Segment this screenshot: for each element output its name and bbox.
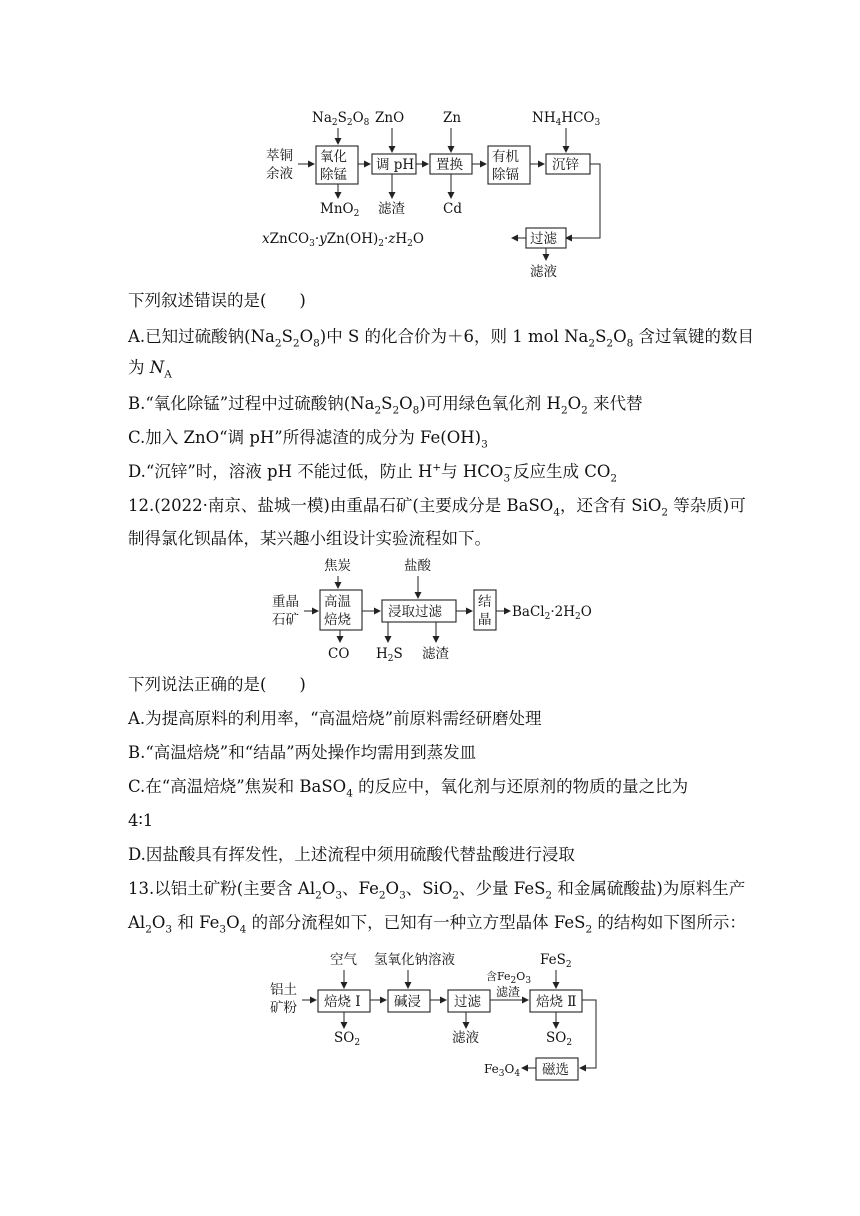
step-ph-box: 调 pH [376, 157, 415, 173]
reagent-zno: ZnO [375, 110, 405, 126]
step-zinc-box: 沉锌 [552, 157, 579, 173]
feed-label: 重晶 [272, 594, 299, 610]
reagent-zn: Zn [443, 110, 462, 126]
q11-option-b: B.“氧化除锰”过程中过硫酸钠$(Na_2S_2O_8)$可用绿色氧化剂 $H_2O_2$ 来代替 [128, 394, 643, 417]
step-magnetic-box: 磁选 [542, 1062, 569, 1078]
q12-line2: 制得氯化钡晶体，某兴趣小组设计实验流程如下。 [128, 529, 491, 548]
output-filtrate: 滤液 [530, 264, 557, 280]
q11-stem: 下列叙述错误的是( ) [128, 291, 306, 310]
step-filter-box: 过滤 [454, 994, 481, 1010]
reagent-coke: 焦炭 [324, 558, 351, 574]
step-roast1-box: 焙烧 Ⅰ [324, 994, 361, 1010]
step-cd-box: 有机 [492, 149, 519, 165]
step-crystal-box: 晶 [478, 612, 492, 628]
output-residue: 滤渣 [422, 646, 449, 662]
q12-option-c-cont: 4∶1 [128, 811, 154, 830]
output-so2: $SO_2$ [334, 1030, 361, 1048]
output-mno2: MnO$_2$ [320, 201, 360, 219]
step-roast2-box: 焙烧 Ⅱ [536, 994, 577, 1010]
step-roast-box: 焙烧 [324, 612, 351, 628]
q11-option-d: D.“沉锌”时，溶液 pH 不能过低，防止 H+与 $HCO_3^-$反应生成 $CO_2$ [128, 461, 618, 485]
product-zinc-carbonate: $xZnCO_3\cdot yZn(OH)_2\cdot zH_2O$ [262, 231, 424, 249]
q12-option-c: C.在“高温焙烧”焦炭和 BaSO$_4$ 的反应中，氧化剂与还原剂的物质的量之比为 [128, 777, 689, 800]
product-fe3o4: $Fe_3O_4$ [484, 1062, 521, 1079]
flowchart-barium [0, 556, 860, 666]
flowchart-zinc [0, 0, 860, 290]
reagent-hcl: 盐酸 [404, 558, 431, 574]
product-bacl2: $BaCl_2\cdot 2H_2O$ [512, 604, 592, 622]
q12-option-d: D.因盐酸具有挥发性，上述流程中须用硫酸代替盐酸进行浸取 [128, 845, 575, 864]
reagent-air: 空气 [330, 952, 357, 968]
feed-label: 萃铜 [266, 148, 293, 164]
step-alkali-box: 碱浸 [394, 994, 421, 1010]
q13-line2: $Al_2O_3$ 和 $Fe_3O_4$ 的部分流程如下，已知有一种立方型晶体 FeS$_2$ 的结构如下图所示： [128, 913, 746, 936]
q11-option-c: C.加入 ZnO“调 pH”所得滤渣的成分为 $Fe(OH)_3$ [128, 428, 488, 451]
output-cd: Cd [443, 201, 462, 217]
step-leach-box: 浸取过滤 [388, 604, 442, 620]
reagent-naoh: 氢氧化钠溶液 [374, 952, 455, 968]
arrow-label-fe2o3: 含$Fe_2O_3$ [486, 970, 532, 986]
q12-line1: 12.(2022·南京、盐城一模)由重晶石矿(主要成分是 BaSO$_4$，还含有 SiO$_2$ 等杂质)可 [128, 496, 746, 519]
feed-label: 矿粉 [270, 1000, 297, 1016]
q12-option-a: A.为提高原料的利用率，“高温焙烧”前原料需经研磨处理 [128, 709, 542, 728]
reagent-fes2: FeS$_2$ [540, 952, 572, 970]
q13-line1: 13.以铝土矿粉(主要含 $Al_2O_3$、$Fe_2O_3$、SiO$_2$、少量 FeS$_2$ 和金属硫酸盐)为原料生产 [128, 879, 746, 902]
step-cd-box: 除镉 [492, 167, 519, 183]
q12-stem: 下列说法正确的是( ) [128, 675, 306, 694]
feed-label: 铝土 [270, 982, 297, 998]
q12-option-b: B.“高温焙烧”和“结晶”两处操作均需用到蒸发皿 [128, 743, 477, 762]
feed-label: 石矿 [272, 612, 299, 628]
output-filtrate: 滤液 [452, 1030, 479, 1046]
output-so2: $SO_2$ [546, 1030, 573, 1048]
step-roast-box: 高温 [324, 594, 351, 610]
q11-option-a: A.已知过硫酸钠$(Na_2S_2O_8)$中 S 的化合价为＋6，则 1 mol $Na_2S_2O_8$ 含过氧键的数目 [128, 327, 755, 350]
reagent-na2s2o8: $Na_2S_2O_8$ [312, 110, 370, 128]
step-oxidation-box: 除锰 [320, 167, 347, 183]
step-oxidation-box: 氧化 [320, 149, 347, 165]
output-h2s: $H_2S$ [376, 646, 403, 664]
arrow-label-residue: 滤渣 [496, 985, 521, 999]
flowchart-bauxite [0, 948, 860, 1088]
feed-label: 余液 [266, 166, 293, 182]
q11-option-a-cont: 为 $N_A$ [128, 358, 172, 381]
step-replace-box: 置换 [436, 157, 463, 173]
output-co: CO [328, 646, 350, 662]
step-filter-box: 过滤 [530, 231, 557, 247]
reagent-nh4hco3: $NH_4HCO_3$ [532, 110, 601, 128]
output-residue: 滤渣 [378, 201, 405, 217]
step-crystal-box: 结 [478, 594, 492, 610]
